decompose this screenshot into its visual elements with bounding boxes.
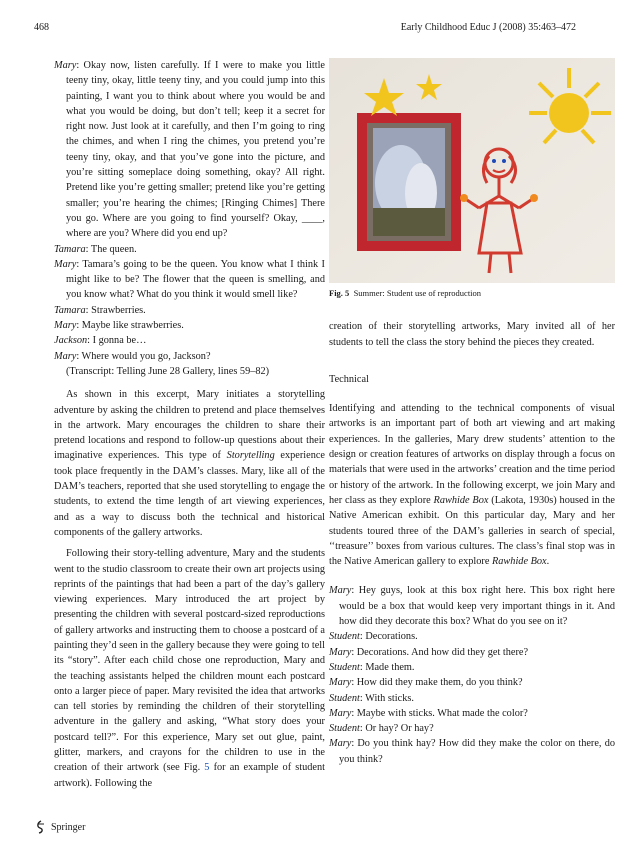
page-header xyxy=(34,22,576,33)
paragraph: creation of their storytelling artworks, Mary invited all of her students to tell the class the story behind the pieces they created. xyxy=(329,321,615,348)
transcript-line: Mary: Maybe with sticks. What made the color? xyxy=(329,707,528,719)
paragraph: Following their story-telling adventure, Mary and the students went to the studio classroom to create their own art projects using reprints of the paintings that had been a part of the day’s gallery viewing experiences. Mary introduced the art project by presenting the children with several postcard-sized reproductions of gallery artworks and instructing them to choose a postcard of a painting they’d seen in the gallery because they were going to tell its “story”. After each child chose one reproduction, Mary and the teaching assistants helped the children mount each postcard onto a larger piece of paper. Mary revisited the idea that artworks can tell stories by reminding the children of their storytelling adventure in the gallery and asking, “What story does your postcard tell?”. For this experience, Mary set out glue, paint, glitter, markers, and crayons for the children to use in the creation of their artwork (see Fig. 5 for an example of student artwork). Following the xyxy=(54,548,325,789)
section-heading: Technical xyxy=(329,373,369,385)
transcript-line: Student: Decorations. xyxy=(329,631,418,643)
page-number: 468 xyxy=(34,22,49,33)
transcript-line: Student: With sticks. xyxy=(329,692,414,704)
right-body xyxy=(329,319,615,350)
paragraph: Identifying and attending to the technical components of visual artworks is an important part of both art viewing and art making experiences. In the galleries, Mary drew students’ attention to the design or creation features of artworks on display through a focus on materials that were used in the artworks’ creation and the time period or history of the artwork. In the following excerpt, we join Mary and her class as they explore Rawhide Box (Lakota, 1930s) housed in the Native American exhibit. On this particular day, Mary and her students toured three of the DAM’s galleries in search of special, ‘‘treasure’’ boxes from various cultures. The class’s final stop was in the Native American gallery to explore Rawhide Box. xyxy=(329,403,615,568)
publisher-name: Springer xyxy=(51,821,86,833)
right-column xyxy=(329,58,615,767)
springer-logo-icon xyxy=(34,820,48,834)
transcript-line: Mary: Hey guys, look at this box right here. This box right here would be a box that would keep very important things in it. And how did they decorate this box? What do you see on it? xyxy=(329,585,615,628)
transcript-excerpt-2 xyxy=(329,583,615,767)
transcript-line: Mary: Okay now, listen carefully. If I were to make you little teeny tiny, okay, little teeny tiny, and you could jump into this painting, I want you to think about where you would be and what you would be doing, but don’t tell; keep it a secret for right now. Just look at it carefully, and then I’m going to ring the chimes, and when I ring the chimes, you pretend you’re teeny tiny, okay, and that you’ve gone into the picture, and you’re sitting someplace doing something, okay? All right. Pretend like you’re getting smaller; pretend like you’re getting smaller; you’re hearing the chimes; [Ringing Chimes] There you go. Where are you going to find yourself? Okay, ____, where are you? Where did you end up? xyxy=(54,60,325,240)
right-body-2 xyxy=(329,401,615,569)
figure-link[interactable]: 5 xyxy=(204,762,210,774)
transcript-line: Mary: Tamara’s going to be the queen. You know what I think I might like to be? The flower that the queen is smelling, and you know what? What do you think it would smell like? xyxy=(54,258,325,301)
paragraph: As shown in this excerpt, Mary initiates a storytelling adventure by asking the children to pretend and place themselves in the artwork. Mary encourages the children to share their pretend locations and respond to follow-up questions about their imaginative experiences. This type of Storytelling experience took place frequently in the DAM’s classes. Mary, like all of the DAM’s teachers, reported that she used storytelling to engage the students, to extend the time length of art viewing experiences, and as a way to discuss both the technical and historical components of the gallery artworks. xyxy=(54,389,325,538)
left-body xyxy=(54,387,325,791)
transcript-line: Mary: Where would you go, Jackson? xyxy=(54,350,211,362)
transcript-line: Tamara: Strawberries. xyxy=(54,304,146,316)
page-footer xyxy=(34,820,85,834)
transcript-line: Jackson: I gonna be… xyxy=(54,335,147,347)
student-artwork-figure xyxy=(329,58,615,283)
transcript-line: Mary: Decorations. And how did they get there? xyxy=(329,646,529,658)
transcript-line: Student: Made them. xyxy=(329,661,415,673)
transcript-source: (Transcript: Telling June 28 Gallery, lines 59–82) xyxy=(66,365,270,377)
transcript-line: Student: Or hay? Or hay? xyxy=(329,723,434,735)
transcript-line: Mary: How did they make them, do you think? xyxy=(329,677,523,689)
transcript-line: Mary: Maybe like strawberries. xyxy=(54,320,184,332)
transcript-line: Mary: Do you think hay? How did they make the color on there, do you think? xyxy=(329,738,615,765)
transcript-line: Tamara: The queen. xyxy=(54,243,137,255)
student-artwork-image xyxy=(329,58,615,283)
journal-citation: Early Childhood Educ J (2008) 35:463–472 xyxy=(400,22,576,33)
figure-caption: Fig. 5 Summer: Student use of reproduction xyxy=(329,288,482,298)
transcript-excerpt-1 xyxy=(54,58,325,364)
left-column xyxy=(54,58,325,791)
